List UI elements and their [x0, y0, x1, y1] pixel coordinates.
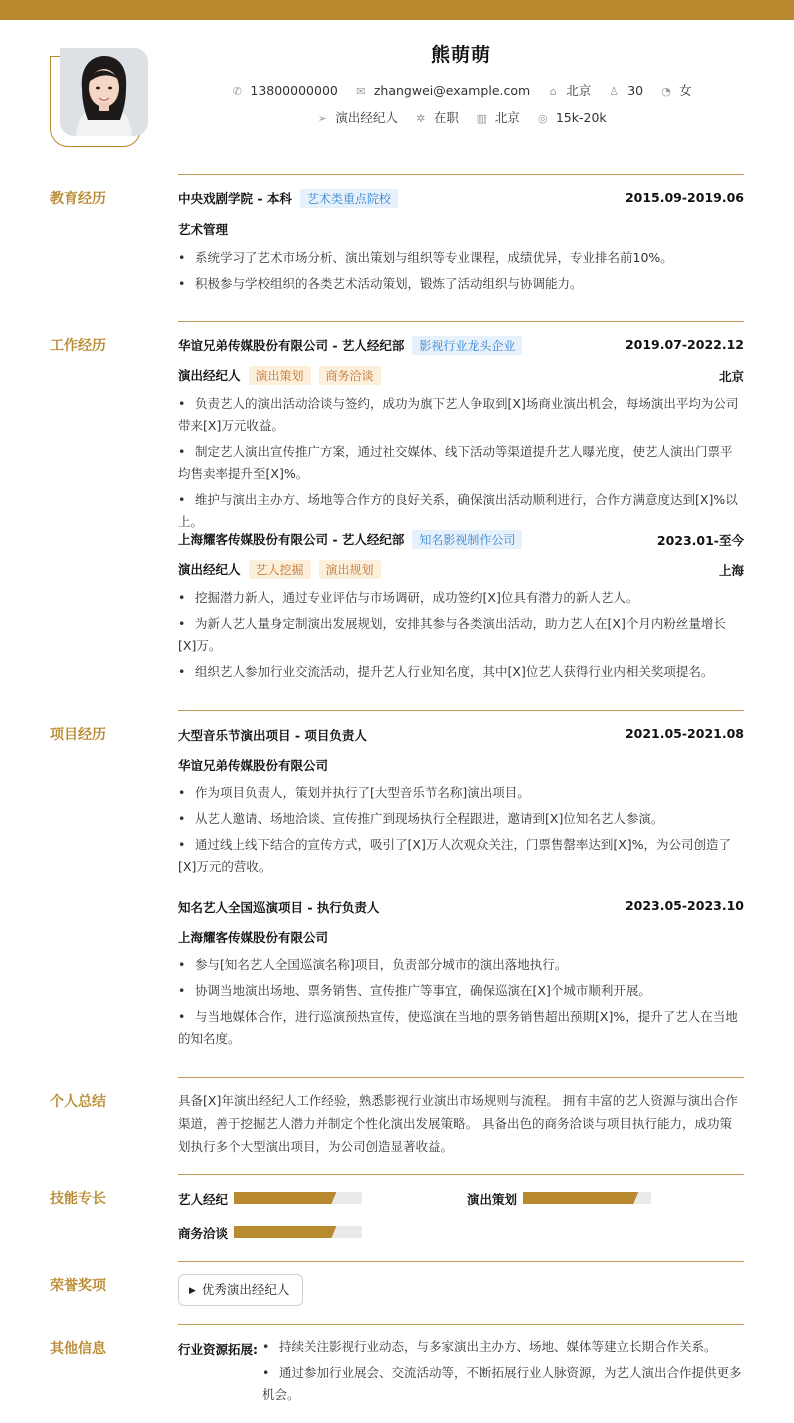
list-item: • 积极参与学校组织的各类艺术活动策划，锻炼了活动组织与协调能力。 — [178, 276, 583, 291]
skill-bar-fill — [234, 1192, 336, 1204]
email-value: zhangwei@example.com — [373, 83, 531, 98]
project-title: 大型音乐节演出项目 - 项目负责人 — [178, 728, 367, 743]
skill-bar-fill — [234, 1226, 336, 1238]
gender-value: 女 — [679, 83, 692, 98]
role-tag: 艺人挖掘 — [249, 560, 311, 579]
work-location: 上海 — [718, 563, 744, 578]
list-item: • 通过线上线下结合的宣传方式，吸引了[X]万人次观众关注，门票售罄率达到[X]%，为公司创造了[X]万元的营收。 — [178, 837, 732, 874]
section-title: 教育经历 — [50, 191, 106, 207]
cake-icon: ♙ — [609, 85, 620, 98]
list-item: • 制定艺人演出宣传推广方案，通过社交媒体、线下活动等渠道提升艺人曝光度，使艺人演出门票平均售卖率提升至[X]%。 — [178, 444, 733, 481]
age-value: 30 — [627, 83, 644, 98]
status-value: 在职 — [433, 110, 459, 125]
skill-bar-fill — [523, 1192, 638, 1204]
section-title: 个人总结 — [50, 1094, 106, 1110]
gender-icon: ◔ — [661, 85, 671, 98]
list-item: • 与当地媒体合作，进行巡演预热宣传，使巡演在当地的票务销售超出预期[X]%，提升了艺人在当地的知名度。 — [178, 1009, 738, 1046]
section-divider — [178, 321, 744, 322]
section-divider — [178, 1324, 744, 1325]
section-title: 技能专长 — [50, 1191, 106, 1207]
salary-value: 15k-20k — [555, 110, 607, 125]
phone-item — [230, 83, 337, 98]
project-title: 知名艺人全国巡演项目 - 执行负责人 — [178, 900, 380, 915]
role-tag: 演出策划 — [249, 366, 311, 385]
job-intent-row — [178, 108, 744, 126]
project-company: 上海耀客传媒股份有限公司 — [178, 930, 329, 945]
role-tag: 演出规划 — [319, 560, 381, 579]
skill-label: 商务洽谈 — [178, 1226, 229, 1241]
section-title: 项目经历 — [50, 727, 106, 743]
gender-item — [659, 81, 692, 99]
list-item: • 组织艺人参加行业交流活动，提升艺人行业知名度，其中[X]位艺人获得行业内相关奖项提名。 — [178, 664, 714, 679]
list-item: • 维护与演出主办方、场地等合作方的良好关系，确保演出活动顺利进行，合作方满意度达到[X]%以上。 — [178, 492, 738, 529]
target-city-item — [475, 108, 520, 126]
city-value: 北京 — [566, 83, 592, 98]
role-tag: 商务洽谈 — [319, 366, 381, 385]
status-item — [414, 108, 459, 126]
status-icon: ✲ — [416, 112, 426, 125]
salary-icon: ◎ — [538, 112, 548, 125]
salary-item — [536, 110, 607, 125]
school-line — [178, 189, 398, 208]
email-item — [354, 83, 530, 98]
role-line — [178, 366, 381, 385]
list-item: • 挖掘潜力新人，通过专业评估与市场调研，成功签约[X]位具有潜力的新人艺人。 — [178, 590, 639, 605]
award-label: 优秀演出经纪人 — [201, 1282, 290, 1297]
list-item: • 负责艺人的演出活动洽谈与签约，成功为旗下艺人争取到[X]场商业演出机会，每场演出平均为公司带来[X]万元收益。 — [178, 396, 739, 433]
section-divider — [178, 174, 744, 175]
role-title: 演出经纪人 — [178, 562, 241, 577]
award-toggle-button[interactable] — [178, 1274, 303, 1306]
company-line — [178, 530, 522, 549]
section-title: 荣誉奖项 — [50, 1278, 106, 1294]
section-divider — [178, 1174, 744, 1175]
target-city-value: 北京 — [494, 110, 520, 125]
candidate-name: 熊萌萌 — [430, 44, 491, 66]
skill-bar — [234, 1192, 362, 1204]
project-date: 2021.05-2021.08 — [624, 726, 744, 741]
section-title: 其他信息 — [50, 1341, 106, 1357]
city-item — [546, 81, 591, 99]
list-item: • 作为项目负责人，策划并执行了[大型音乐节名称]演出项目。 — [178, 785, 530, 800]
skill-bar — [234, 1226, 362, 1238]
school-name: 中央戏剧学院 - 本科 — [178, 191, 292, 206]
company-name: 华谊兄弟传媒股份有限公司 - 艺人经纪部 — [178, 338, 405, 353]
home-icon: ⌂ — [549, 85, 557, 98]
job-item — [315, 108, 398, 126]
section-divider — [178, 1077, 744, 1078]
list-item: • 从艺人邀请、场地洽谈、宣传推广到现场执行全程跟进，邀请到[X]位知名艺人参演。 — [178, 811, 664, 826]
education-date: 2015.09-2019.06 — [624, 190, 744, 205]
list-item: • 系统学习了艺术市场分析、演出策划与组织等专业课程，成绩优异，专业排名前10%。 — [178, 250, 673, 265]
other-label: 行业资源拓展: — [178, 1342, 258, 1357]
list-item: • 为新人艺人量身定制演出发展规划，安排其参与各类演出活动，助力艺人在[X]个月内粉丝量增长[X]万。 — [178, 616, 726, 653]
company-tag: 知名影视制作公司 — [412, 530, 522, 549]
company-tag: 影视行业龙头企业 — [412, 336, 522, 355]
section-title: 工作经历 — [50, 338, 106, 354]
work-location: 北京 — [718, 369, 744, 384]
role-title: 演出经纪人 — [178, 368, 241, 383]
section-divider — [178, 1261, 744, 1262]
send-icon: ➢ — [317, 112, 327, 125]
phone-value: 13800000000 — [250, 83, 338, 98]
work-date: 2019.07-2022.12 — [624, 337, 744, 352]
age-item — [607, 83, 643, 98]
building-icon: ▥ — [476, 112, 488, 125]
section-divider — [178, 710, 744, 711]
project-company: 华谊兄弟传媒股份有限公司 — [178, 758, 329, 773]
role-line — [178, 560, 381, 579]
contact-row — [178, 81, 744, 99]
work-date: 2023.01-至今 — [656, 533, 744, 548]
top-accent-bar — [0, 0, 794, 20]
list-item: • 通过参加行业展会、交流活动等，不断拓展行业人脉资源，为艺人演出合作提供更多机会。 — [262, 1365, 742, 1402]
major: 艺术管理 — [178, 222, 229, 237]
list-item: • 协调当地演出场地、票务销售、宣传推广等事宜，确保巡演在[X]个城市顺利开展。 — [178, 983, 651, 998]
phone-icon: ✆ — [232, 85, 242, 98]
avatar-photo — [60, 48, 148, 136]
school-tag: 艺术类重点院校 — [300, 189, 398, 208]
list-item: • 参与[知名艺人全国巡演名称]项目，负责部分城市的演出落地执行。 — [178, 957, 568, 972]
skill-label: 艺人经纪 — [178, 1192, 229, 1207]
skill-label: 演出策划 — [467, 1192, 518, 1207]
mail-icon: ✉ — [356, 85, 366, 98]
company-line — [178, 336, 522, 355]
company-name: 上海耀客传媒股份有限公司 - 艺人经纪部 — [178, 532, 405, 547]
play-triangle-icon: ▶ — [189, 1286, 196, 1296]
list-item: • 持续关注影视行业动态，与多家演出主办方、场地、媒体等建立长期合作关系。 — [262, 1339, 717, 1354]
summary-text: 具备[X]年演出经纪人工作经验，熟悉影视行业演出市场规则与流程。 拥有丰富的艺人资源与演出合作渠道，善于挖掘艺人潜力并制定个性化演出发展策略。 具备出色的商务洽谈与项目执行能力，成功策划执行多个大型演出项目，为公司创造显著收益。 — [178, 1093, 738, 1154]
skill-bar — [523, 1192, 651, 1204]
project-date: 2023.05-2023.10 — [624, 898, 744, 913]
job-value: 演出经纪人 — [335, 110, 398, 125]
